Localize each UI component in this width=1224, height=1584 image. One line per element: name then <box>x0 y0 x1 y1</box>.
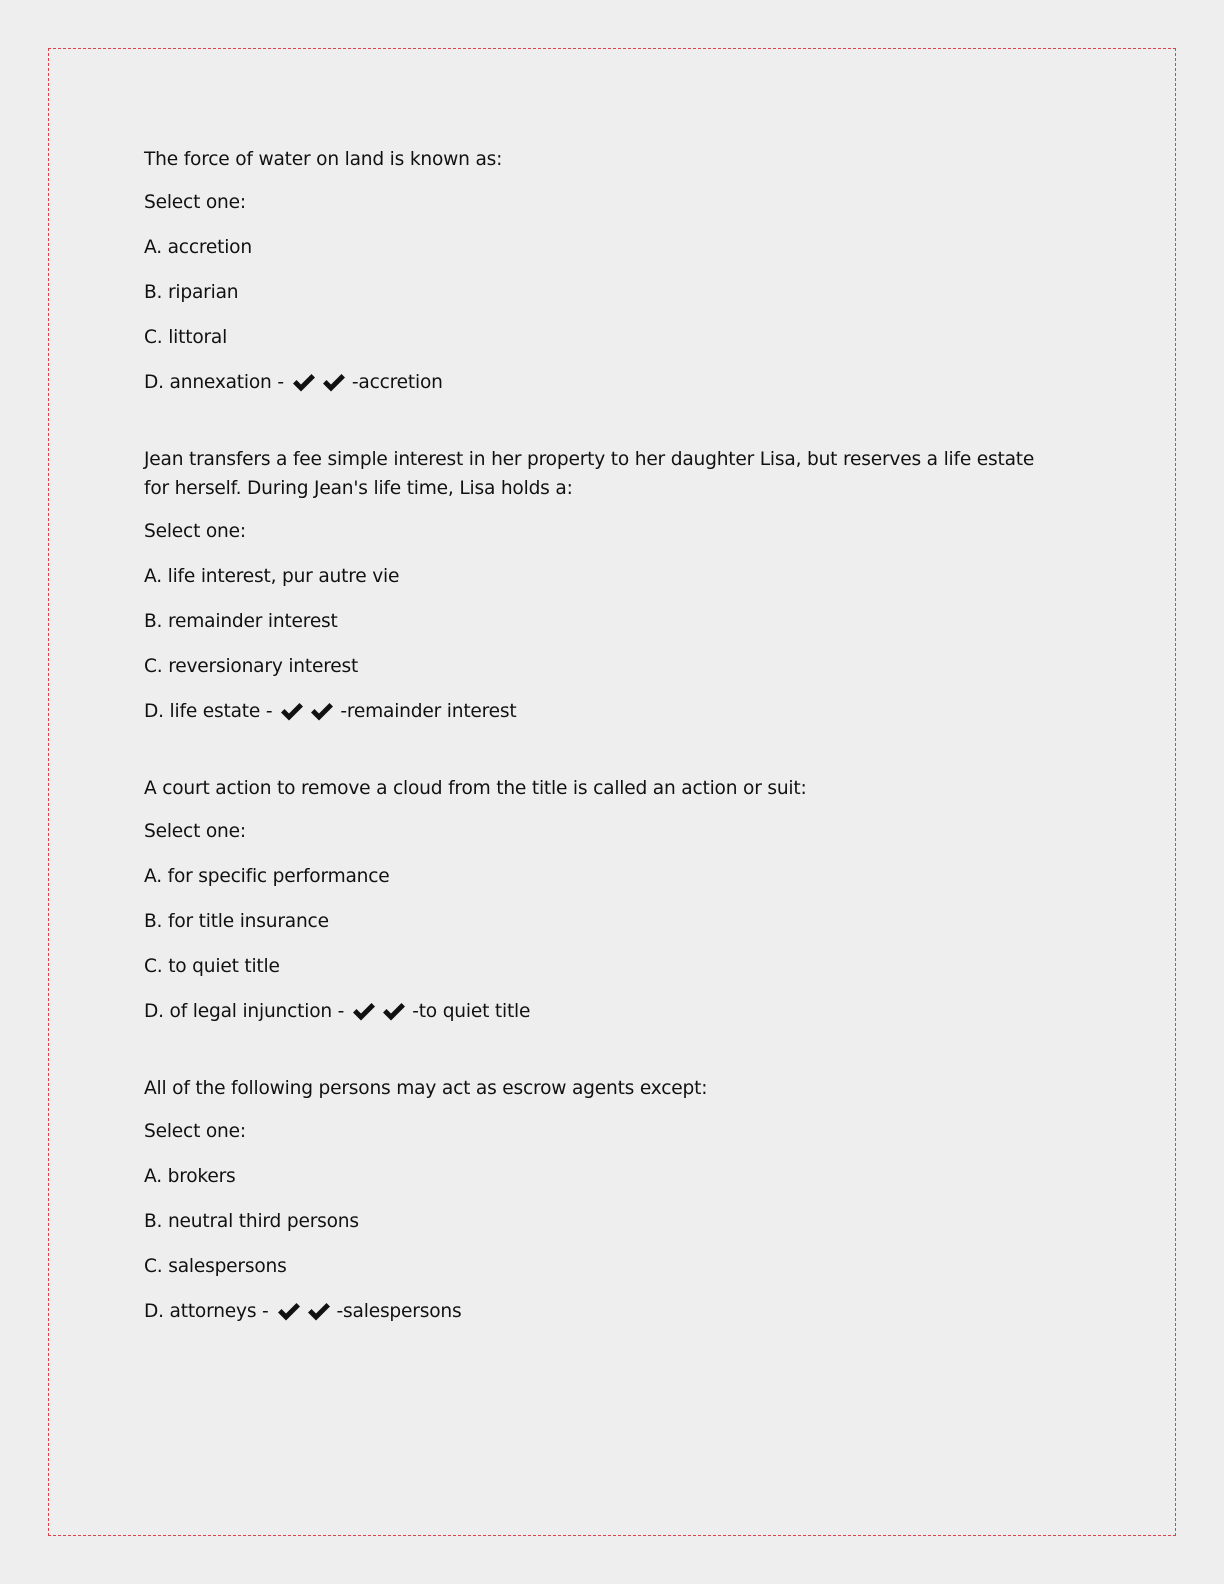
option-b: B. riparian <box>144 282 239 303</box>
option-d: D. annexation - <box>144 372 284 393</box>
select-prompt: Select one: <box>144 821 246 842</box>
correct-answer: -remainder interest <box>340 701 517 722</box>
correct-answer: -salespersons <box>336 1301 462 1322</box>
checkmark-icon <box>310 702 334 722</box>
option-c: C. reversionary interest <box>144 656 359 677</box>
checkmark-icon <box>277 1302 301 1322</box>
question-stem: A court action to remove a cloud from the title is called an action or suit: <box>144 778 807 799</box>
question-2 <box>144 445 1064 726</box>
checkmark-icon <box>307 1302 331 1322</box>
question-stem: All of the following persons may act as escrow agents except: <box>144 1078 708 1099</box>
select-prompt: Select one: <box>144 521 246 542</box>
correct-answer: -accretion <box>351 372 443 393</box>
option-d-with-answer <box>144 368 1064 397</box>
option-c: C. littoral <box>144 327 228 348</box>
question-1 <box>144 145 1064 397</box>
option-d: D. attorneys - <box>144 1301 269 1322</box>
option-a: A. life interest, pur autre vie <box>144 566 400 587</box>
option-c: C. salespersons <box>144 1256 287 1277</box>
option-b: B. remainder interest <box>144 611 338 632</box>
option-b: B. for title insurance <box>144 911 329 932</box>
option-d-with-answer <box>144 1297 1064 1326</box>
option-a: A. brokers <box>144 1166 236 1187</box>
question-stem: The force of water on land is known as: <box>144 149 503 170</box>
document-content <box>144 145 1064 1342</box>
option-d-with-answer <box>144 997 1064 1026</box>
option-a: A. for specific performance <box>144 866 390 887</box>
checkmark-icon <box>292 373 316 393</box>
correct-answer: -to quiet title <box>412 1001 531 1022</box>
option-d: D. life estate - <box>144 701 273 722</box>
checkmark-icon <box>352 1002 376 1022</box>
checkmark-icon <box>322 373 346 393</box>
option-a: A. accretion <box>144 237 252 258</box>
question-4 <box>144 1074 1064 1326</box>
checkmark-icon <box>280 702 304 722</box>
select-prompt: Select one: <box>144 192 246 213</box>
option-b: B. neutral third persons <box>144 1211 359 1232</box>
question-stem: Jean transfers a fee simple interest in her property to her daughter Lisa, but reserves a life estate for herself. During Jean's life time, Lisa holds a: <box>144 449 1035 499</box>
question-3 <box>144 774 1064 1026</box>
select-prompt: Select one: <box>144 1121 246 1142</box>
option-d-with-answer <box>144 697 1064 726</box>
option-d: D. of legal injunction - <box>144 1001 345 1022</box>
option-c: C. to quiet title <box>144 956 280 977</box>
checkmark-icon <box>382 1002 406 1022</box>
